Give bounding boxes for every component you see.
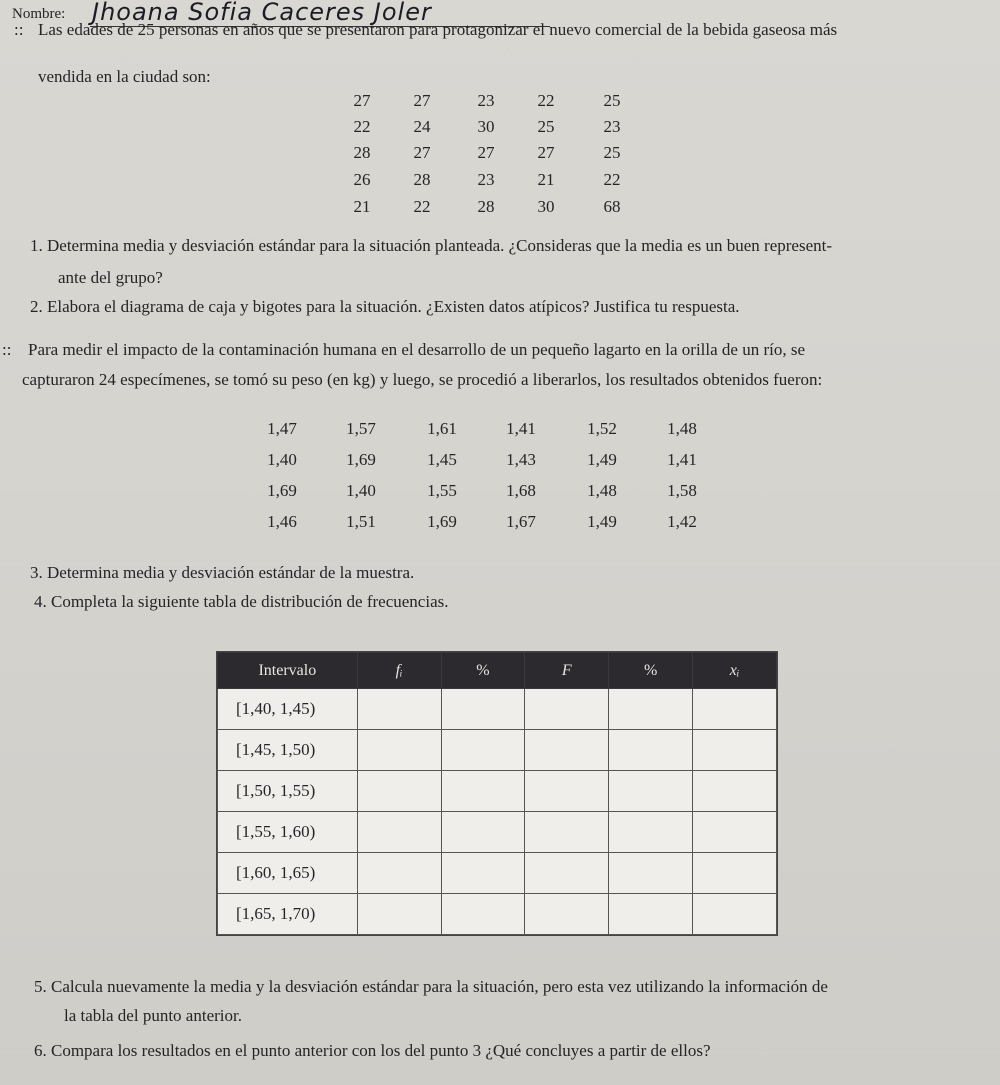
question-6: 6. Compara los resultados en el punto anterior con los del punto 3 ¿Qué concluyes a partir de ellos? [34, 1041, 711, 1060]
age-value: 23 [603, 117, 621, 136]
header-class-mark: xᵢ [693, 653, 777, 689]
age-value: 25 [603, 91, 621, 110]
blank-answer-cell[interactable] [441, 689, 525, 730]
age-value: 26 [353, 170, 371, 189]
age-value: 28 [413, 170, 431, 189]
weight-value: 1,45 [427, 450, 457, 469]
interval-cell: [1,55, 1,60) [218, 812, 358, 853]
blank-answer-cell[interactable] [525, 730, 609, 771]
blank-answer-cell[interactable] [693, 894, 777, 935]
section2-intro-line1: Para medir el impacto de la contaminación humana en el desarrollo de un pequeño lagarto en la orilla de un río, se [28, 340, 805, 359]
age-value: 21 [353, 197, 371, 216]
interval-cell: [1,50, 1,55) [218, 771, 358, 812]
blank-answer-cell[interactable] [357, 689, 441, 730]
question-2: 2. Elabora el diagrama de caja y bigotes para la situación. ¿Existen datos atípicos? Justifica tu respuesta. [30, 297, 740, 316]
frequency-table-row [218, 853, 777, 894]
blank-answer-cell[interactable] [525, 771, 609, 812]
weight-value: 1,61 [427, 419, 457, 438]
blank-answer-cell[interactable] [357, 812, 441, 853]
age-value: 21 [537, 170, 555, 189]
interval-cell: [1,65, 1,70) [218, 894, 358, 935]
question-1-line1: 1. Determina media y desviación estándar para la situación planteada. ¿Consideras que la media es un buen represent- [30, 236, 832, 255]
blank-answer-cell[interactable] [357, 853, 441, 894]
blank-answer-cell[interactable] [609, 689, 693, 730]
blank-answer-cell[interactable] [693, 853, 777, 894]
weight-value: 1,48 [587, 481, 617, 500]
weight-value: 1,68 [506, 481, 536, 500]
name-label: Nombre: [12, 6, 66, 22]
blank-answer-cell[interactable] [693, 812, 777, 853]
question-5-line2: la tabla del punto anterior. [64, 1006, 242, 1025]
age-value: 22 [413, 197, 431, 216]
weight-value: 1,41 [667, 450, 697, 469]
age-value: 27 [353, 91, 371, 110]
weight-value: 1,58 [667, 481, 697, 500]
frequency-table-row [218, 771, 777, 812]
weight-value: 1,46 [267, 512, 297, 531]
weight-value: 1,43 [506, 450, 536, 469]
header-interval: Intervalo [218, 653, 358, 689]
age-value: 25 [537, 117, 555, 136]
interval-cell: [1,60, 1,65) [218, 853, 358, 894]
age-value: 28 [477, 197, 495, 216]
blank-answer-cell[interactable] [609, 894, 693, 935]
weight-value: 1,52 [587, 419, 617, 438]
age-value: 27 [477, 143, 495, 162]
blank-answer-cell[interactable] [525, 812, 609, 853]
section1-intro-line2: vendida en la ciudad son: [38, 67, 211, 86]
frequency-table-header [218, 653, 777, 689]
weight-value: 1,57 [346, 419, 376, 438]
age-value: 30 [537, 197, 555, 216]
age-value: 30 [477, 117, 495, 136]
blank-answer-cell[interactable] [525, 689, 609, 730]
weight-value: 1,67 [506, 512, 536, 531]
weight-value: 1,69 [346, 450, 376, 469]
header-cumulative-frequency: F [525, 653, 609, 689]
age-value: 27 [537, 143, 555, 162]
blank-answer-cell[interactable] [609, 771, 693, 812]
section2-bullet: :: [2, 340, 12, 359]
section1-intro-line1: Las edades de 25 personas en años que se presentaron para protagonizar el nuevo comercial de la bebida gaseosa más [38, 20, 838, 39]
weight-value: 1,49 [587, 450, 617, 469]
weight-value: 1,55 [427, 481, 457, 500]
blank-answer-cell[interactable] [441, 894, 525, 935]
frequency-table-row [218, 812, 777, 853]
weight-value: 1,42 [667, 512, 697, 531]
header-absolute-frequency: fᵢ [357, 653, 441, 689]
frequency-table-row [218, 730, 777, 771]
weight-value: 1,41 [506, 419, 536, 438]
blank-answer-cell[interactable] [609, 853, 693, 894]
blank-answer-cell[interactable] [525, 853, 609, 894]
section2-intro-line2: capturaron 24 especímenes, se tomó su peso (en kg) y luego, se procedió a liberarlos, los resultados obtenidos fueron: [22, 370, 823, 389]
question-5-line1: 5. Calcula nuevamente la media y la desviación estándar para la situación, pero esta vez utilizando la información de [34, 977, 828, 996]
blank-answer-cell[interactable] [357, 771, 441, 812]
weight-value: 1,40 [267, 450, 297, 469]
blank-answer-cell[interactable] [609, 812, 693, 853]
age-value: 22 [537, 91, 555, 110]
age-value: 23 [477, 170, 495, 189]
age-value: 27 [413, 91, 431, 110]
weight-value: 1,69 [427, 512, 457, 531]
age-value: 28 [353, 143, 371, 162]
weight-value: 1,49 [587, 512, 617, 531]
weight-value: 1,69 [267, 481, 297, 500]
blank-answer-cell[interactable] [357, 894, 441, 935]
section1-bullet: :: [14, 20, 24, 39]
blank-answer-cell[interactable] [357, 730, 441, 771]
frequency-table-row [218, 894, 777, 935]
age-value: 25 [603, 143, 621, 162]
blank-answer-cell[interactable] [441, 730, 525, 771]
weight-value: 1,51 [346, 512, 376, 531]
blank-answer-cell[interactable] [609, 730, 693, 771]
blank-answer-cell[interactable] [693, 689, 777, 730]
question-3: 3. Determina media y desviación estándar de la muestra. [30, 563, 415, 582]
student-name: Jhoana Sofia Caceres Joler [92, 0, 432, 26]
frequency-table [217, 652, 777, 935]
age-value: 27 [413, 143, 431, 162]
age-value: 68 [603, 197, 621, 216]
question-4: 4. Completa la siguiente tabla de distribución de frecuencias. [34, 592, 449, 611]
frequency-table-row [218, 689, 777, 730]
age-value: 22 [603, 170, 621, 189]
interval-cell: [1,45, 1,50) [218, 730, 358, 771]
age-value: 24 [413, 117, 431, 136]
blank-answer-cell[interactable] [693, 771, 777, 812]
question-1-line2: ante del grupo? [58, 268, 163, 287]
age-value: 22 [353, 117, 371, 136]
weight-value: 1,40 [346, 481, 376, 500]
blank-answer-cell[interactable] [693, 730, 777, 771]
header-cumulative-percent: % [609, 653, 693, 689]
blank-answer-cell[interactable] [525, 894, 609, 935]
weight-value: 1,47 [267, 419, 297, 438]
weight-value: 1,48 [667, 419, 697, 438]
header-percent: % [441, 653, 525, 689]
interval-cell: [1,40, 1,45) [218, 689, 358, 730]
blank-answer-cell[interactable] [441, 812, 525, 853]
age-value: 23 [477, 91, 495, 110]
blank-answer-cell[interactable] [441, 771, 525, 812]
blank-answer-cell[interactable] [441, 853, 525, 894]
